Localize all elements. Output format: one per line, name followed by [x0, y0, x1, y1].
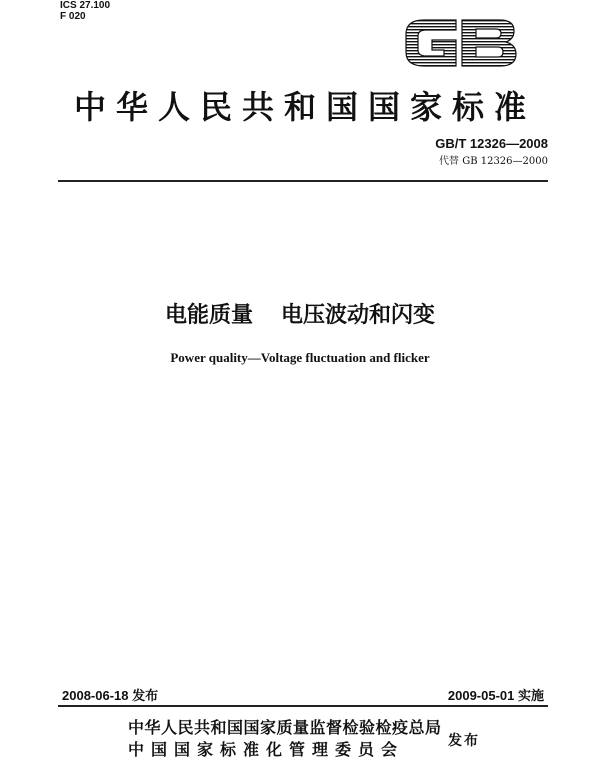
- ics-code: ICS 27.100: [60, 0, 111, 11]
- title-cn-part1: 电能质量: [164, 303, 253, 328]
- standard-category-title: 中华人民共和国国家标准: [73, 88, 536, 126]
- document-title-en: Power quality—Voltage fluctuation and flicker: [170, 350, 430, 365]
- footer-divider: [58, 705, 548, 707]
- ccs-code: F 020: [60, 11, 86, 22]
- gb-logo-icon: [400, 14, 520, 72]
- header-divider: [58, 180, 548, 182]
- title-cn-part2: 电压波动和闪变: [281, 303, 436, 328]
- publisher-aqsiq: 中华人民共和国国家质量监督检验检疫总局: [128, 718, 442, 737]
- issued-label: 发布: [448, 733, 480, 749]
- replaces-standard: 代替 GB 12326—2000: [439, 156, 548, 167]
- implementation-date: 2009-05-01 实施: [447, 688, 544, 703]
- standard-number: GB/T 12326—2008: [435, 136, 548, 151]
- publisher-sac: 中国国家标准化管理委员会: [128, 740, 405, 759]
- issue-date: 2008-06-18 发布: [62, 688, 159, 703]
- document-title-cn: [0, 298, 600, 329]
- classification-codes: [60, 0, 110, 22]
